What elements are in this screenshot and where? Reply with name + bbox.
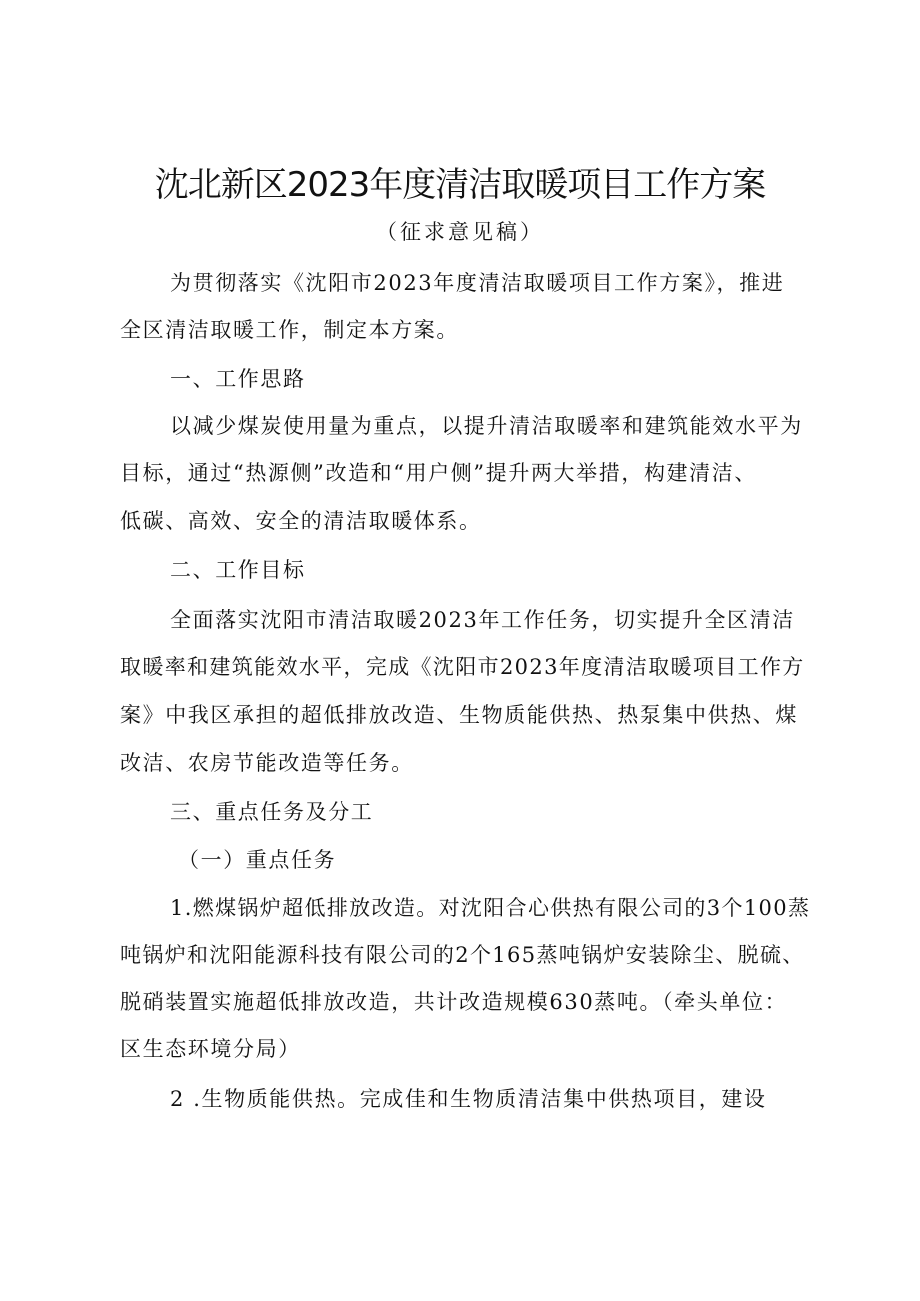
task-1-line-4: 区生态环境分局） bbox=[120, 1037, 301, 1061]
section-heading-1: 一、工作思路 bbox=[170, 367, 306, 391]
section-heading-2: 二、工作目标 bbox=[170, 558, 306, 582]
task-2-line-1: 2 .生物质能供热。完成佳和生物质清洁集中供热项目，建设 bbox=[170, 1087, 767, 1111]
paragraph-intro-line-2: 全区清洁取暖工作，制定本方案。 bbox=[120, 318, 459, 342]
paragraph-intro-line-1: 为贯彻落实《沈阳市2023年度清洁取暖项目工作方案》，推进 bbox=[170, 271, 785, 295]
document-subtitle: （征求意见稿） bbox=[376, 220, 544, 244]
task-1-line-2: 吨锅炉和沈阳能源科技有限公司的2个165蒸吨锅炉安装除尘、脱硫、 bbox=[120, 943, 805, 967]
paragraph-goals-line-1: 全面落实沈阳市清洁取暖2023年工作任务，切实提升全区清洁 bbox=[170, 608, 795, 632]
paragraph-goals-line-2: 取暖率和建筑能效水平，完成《沈阳市2023年度清洁取暖项目工作方 bbox=[120, 655, 805, 679]
paragraph-goals-line-4: 改洁、农房节能改造等任务。 bbox=[120, 751, 414, 775]
paragraph-approach-line-1: 以减少煤炭使用量为重点，以提升清洁取暖率和建筑能效水平为 bbox=[170, 414, 803, 438]
task-1-line-3: 脱硝装置实施超低排放改造，共计改造规模630蒸吨。（牵头单位： bbox=[120, 990, 788, 1014]
subsection-heading-1: （一）重点任务 bbox=[178, 848, 337, 872]
document-title: 沈北新区2023年度清洁取暖项目工作方案 bbox=[154, 165, 766, 205]
paragraph-approach-line-2: 目标，通过“热源侧”改造和“用户侧”提升两大举措，构建清洁、 bbox=[120, 461, 757, 485]
section-heading-3: 三、重点任务及分工 bbox=[170, 800, 374, 824]
task-1-line-1: 1.燃煤锅炉超低排放改造。对沈阳合心供热有限公司的3个100蒸 bbox=[170, 896, 811, 920]
paragraph-goals-line-3: 案》中我区承担的超低排放改造、生物质能供热、热泵集中供热、煤 bbox=[120, 703, 798, 727]
paragraph-approach-line-3: 低碳、高效、安全的清洁取暖体系。 bbox=[120, 509, 482, 533]
